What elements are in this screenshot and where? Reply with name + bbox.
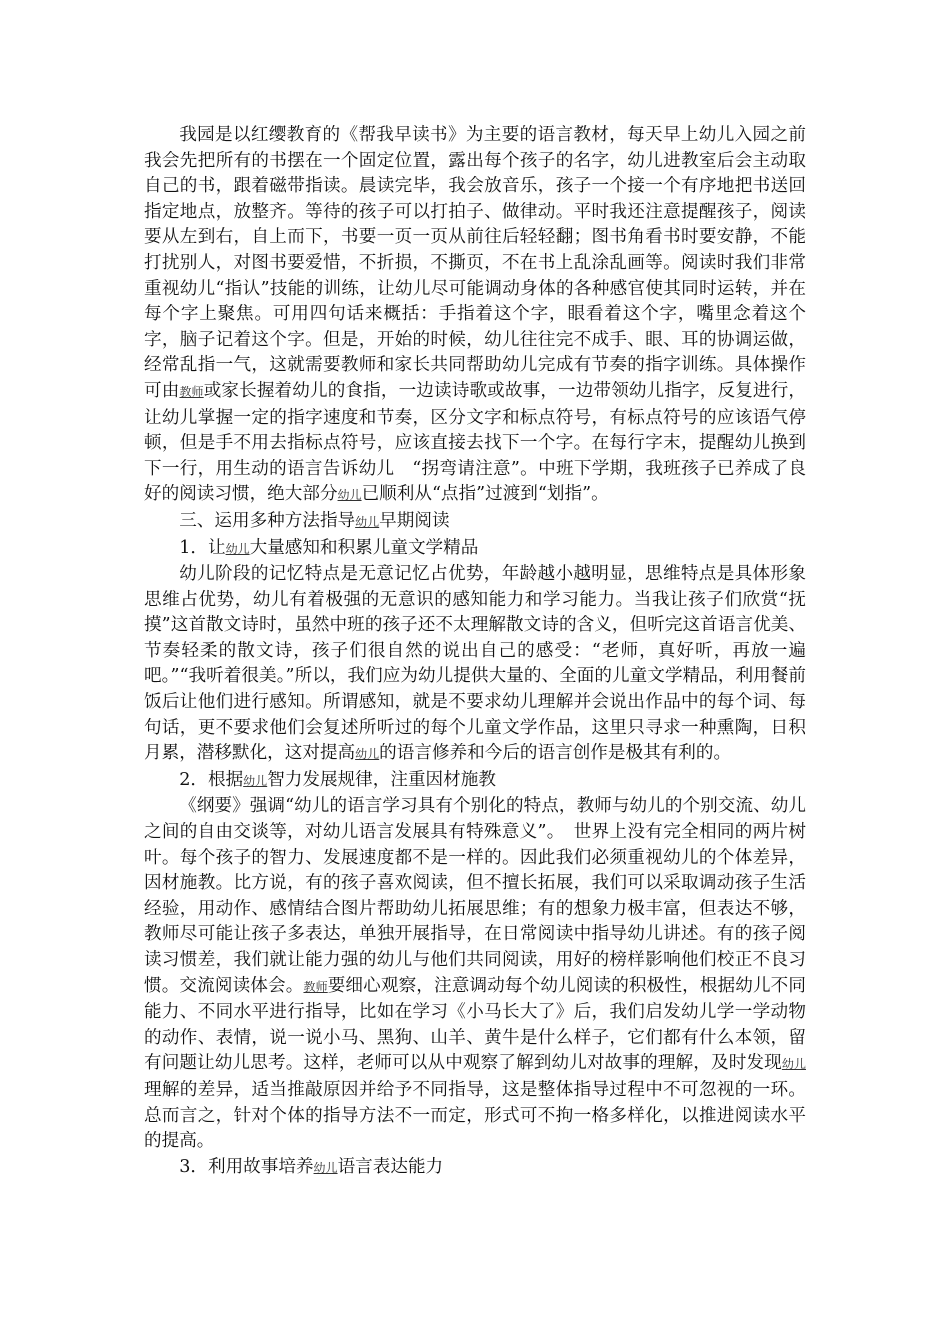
- body-paragraph: [144, 562, 806, 768]
- text-run: 《纲要》强调“幼儿的语言学习具有个别化的特点，教师与幼儿的个别交流、幼儿之间的自由交谈等，对幼儿语言发展具有特殊意义”。 世界上没有完全相同的两片树叶。每个孩子的智力、发展速度都不是一样的。因此我们必须重视幼儿的个体差异，因材施教。比方说，有的孩子喜欢阅读，但不擅长拓展，我们可以采取调动孩子生活经验，用动作、感情结合图片帮助幼儿拓展思维；有的想象力极丰富，但表达不够，教师尽可能让孩子多表达，单独开展指导，在日常阅读中指导幼儿讲述。有的孩子阅读习惯差，我们就让能力强的幼儿与他们共同阅读，用好的榜样影响他们校正不良习惯。交流阅读体会。: [144, 796, 806, 996]
- hyperlink-keyword[interactable]: 幼儿: [355, 514, 380, 529]
- text-run: 已顺利从“点指”过渡到“划指”。: [361, 484, 609, 505]
- section-heading: [144, 1155, 806, 1182]
- text-run: 大量感知和积累儿童文学精品: [249, 537, 479, 558]
- text-run: 语言表达能力: [337, 1156, 444, 1177]
- text-run: 智力发展规律，注重因材施教: [267, 769, 496, 790]
- section-heading: [144, 768, 806, 795]
- text-run: 3．利用故事培养: [179, 1156, 314, 1177]
- hyperlink-keyword[interactable]: 幼儿: [337, 488, 362, 503]
- body-paragraph: [144, 794, 806, 1154]
- hyperlink-keyword[interactable]: 幼儿: [225, 541, 250, 556]
- hyperlink-keyword[interactable]: 幼儿: [781, 1057, 806, 1072]
- text-run: 幼儿阶段的记忆特点是无意记忆占优势，年龄越小越明显，思维特点是具体形象思维占优势，幼儿有着极强的无意识的感知能力和学习能力。当我让孩子们欣赏“抚摸”这首散文诗时，虽然中班的孩子还不太理解散文诗的含义，但听完这首语言优美、节奏轻柔的散文诗，孩子们很自然的说出自己的感受：“老师，真好听，再放一遍吧。”“我听着很美。”所以，我们应为幼儿提供大量的、全面的儿童文学精品，利用餐前饭后让他们进行感知。所谓感知，就是不要求幼儿理解并会说出作品中的每个词、每句话，更不要求他们会复述所听过的每个儿童文学作品，这里只寻求一种熏陶，日积月累，潜移默化，这对提高: [144, 564, 806, 764]
- hyperlink-keyword[interactable]: 教师: [303, 979, 328, 994]
- text-run: 理解的差异，适当推敲原因并给予不同指导，这是整体指导过程中不可忽视的一环。总而言之，针对个体的指导方法不一而定，形式可不拘一格多样化，以推进阅读水平的提高。: [144, 1079, 806, 1152]
- body-paragraph: [144, 123, 806, 509]
- document-page: [144, 123, 806, 1181]
- section-heading: [144, 509, 806, 536]
- text-run: 三、运用多种方法指导: [179, 510, 356, 531]
- hyperlink-keyword[interactable]: 幼儿: [313, 1160, 338, 1175]
- hyperlink-keyword[interactable]: 教师: [179, 384, 204, 399]
- text-run: 1．让: [179, 537, 226, 558]
- text-run: 或家长握着幼儿的食指，一边读诗歌或故事，一边带领幼儿指字，反复进行，让幼儿掌握一定的指字速度和节奏，区分文字和标点符号，有标点符号的应该语气停顿，但是手不用去指标点符号，应该直接去找下一个字。在每行字末，提醒幼儿换到下一行，用生动的语言告诉幼儿 “拐弯请注意”。中班下学期，我班孩子已养成了良好的阅读习惯，绝大部分: [144, 380, 806, 505]
- hyperlink-keyword[interactable]: 幼儿: [243, 773, 268, 788]
- text-run: 要细心观察，注意调动每个幼儿阅读的积极性，根据幼儿不同能力、不同水平进行指导，比如在学习《小马长大了》后，我们启发幼儿学一学动物的动作、表情，说一说小马、黑狗、山羊、黄牛是什么样子，它们都有什么本领，留有问题让幼儿思考。这样，老师可以从中观察了解到幼儿对故事的理解，及时发现: [144, 975, 806, 1074]
- text-run: 我园是以红缨教育的《帮我早读书》为主要的语言教材，每天早上幼儿入园之前我会先把所有的书摆在一个固定位置，露出每个孩子的名字，幼儿进教室后会主动取自己的书，跟着磁带指读。晨读完毕，我会放音乐，孩子一个接一个有序地把书送回指定地点，放整齐。等待的孩子可以打拍子、做律动。平时我还注意提醒孩子，阅读要从左到右，自上而下，书要一页一页从前往后轻轻翻；图书角看书时要安静，不能打扰别人，对图书要爱惜，不折损，不撕页，不在书上乱涂乱画等。阅读时我们非常重视幼儿“指认”技能的训练，让幼儿尽可能调动身体的各种感官使其同时运转，并在每个字上聚焦。可用四句话来概括：手指着这个字，眼看着这个字，嘴里念着这个字，脑子记着这个字。但是，开始的时候，幼儿往往完不成手、眼、耳的协调运做，经常乱指一气，这就需要教师和家长共同帮助幼儿完成有节奏的指字训练。具体操作可由: [144, 125, 806, 401]
- hyperlink-keyword[interactable]: 幼儿: [355, 747, 380, 762]
- text-run: 早期阅读: [379, 510, 450, 531]
- section-heading: [144, 536, 806, 563]
- text-run: 2．根据: [179, 769, 244, 790]
- text-run: 的语言修养和今后的语言创作是极其有利的。: [379, 743, 732, 764]
